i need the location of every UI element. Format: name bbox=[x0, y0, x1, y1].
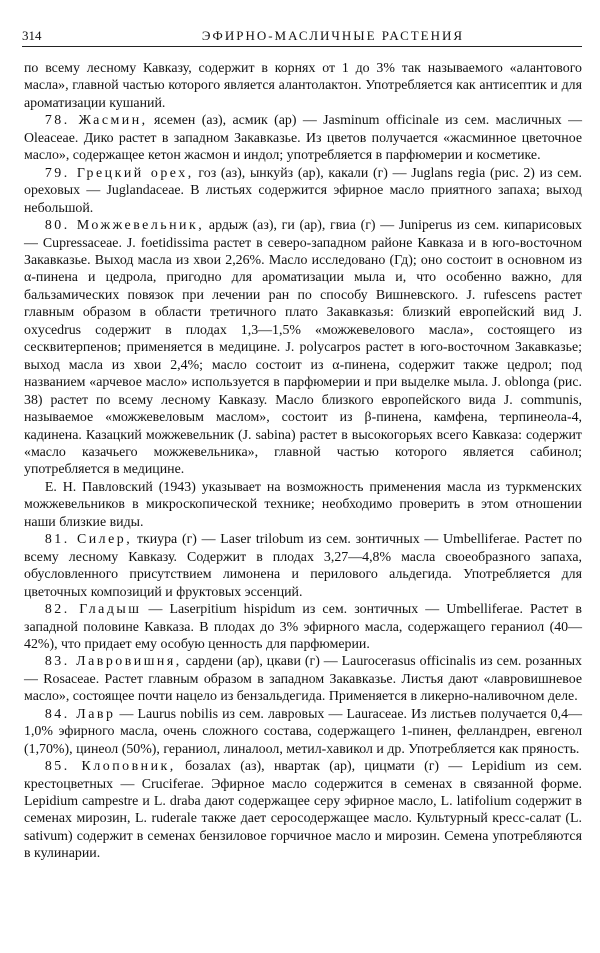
running-title: ЭФИРНО-МАСЛИЧНЫЕ РАСТЕНИЯ bbox=[201, 28, 465, 43]
paragraph: Е. Н. Павловский (1943) указывает на возможность применения масла из туркменских можжевельников в микроскопической технике; необходимо проверить в этом отношении наши близкие виды. bbox=[24, 479, 582, 530]
entry-name: 79. Грецкий орех, bbox=[44, 165, 194, 181]
entry-83: 83. Лавровишня, сардени (ар), цкави (г) — Laurocerasus officinalis из сем. розанных — Rosaceae. Растет главным образом в западном Закавказье. Листья дают «лавровишневое масло», состоящее почти нацело из бензальдегида. Применяется в ликерно-наливочном деле. bbox=[24, 654, 583, 705]
entry-name: 85. Клоповник, bbox=[44, 759, 176, 775]
entry-name: 81. Силер, bbox=[44, 532, 133, 548]
entry-name: 78. Жасмин, bbox=[44, 113, 148, 129]
body-text bbox=[24, 60, 582, 863]
entry-79: 79. Грецкий орех, гоз (аз), ынкуйз (ар), какали (г) — Juglans regia (рис. 2) из сем. ореховых — Juglandaceae. В листьях содержится эфирное масло приятного запаха; выход небольшой. bbox=[24, 165, 583, 216]
page-number: 314 bbox=[22, 28, 42, 43]
page-header bbox=[22, 28, 582, 47]
entry-78: 78. Жасмин, ясемен (аз), асмик (ар) — Jasminum officinale из сем. масличных — Oleaceae. Дико растет в западном Закавказье. Из цветов получается «жасминное цветочное масло», содержащее кетон жасмон и индол; употребляется в парфюмерии и косметике. bbox=[24, 113, 582, 164]
paragraph: по всему лесному Кавказу, содержит в корнях от 1 до 3% так называемого «алантового масла», главной частью которого является алантолактон. Употребляется как антисептик и для ароматизации кушаний. bbox=[24, 61, 582, 111]
entry-name: 82. Гладыш bbox=[44, 602, 142, 618]
entry-name: 80. Можжевельник, bbox=[44, 218, 205, 234]
entry-name: 83. Лавровишня, bbox=[44, 654, 182, 670]
entry-82: 82. Гладыш — Laserpitium hispidum из сем. зонтичных — Umbelliferae. Растет в западной половине Кавказа. В плодах до 3% эфирного масла, содержащего гераниол (40—42%), что придает ему особую ценность для парфюмерии. bbox=[24, 602, 582, 652]
entry-84: 84. Лавр — Laurus nobilis из сем. лавровых — Lauraceae. Из листьев получается 0,4—1,0% эфирного масла, очень сложного состава, содержащего 1-пинен, фелландрен, евгенол (1,70%), цинеол (50%), гераниол, линалоол, метил-хавикол и др. Употребляется как пряность. bbox=[24, 706, 582, 757]
entry-80: 80. Можжевельник, ардыж (аз), ги (ар), гвиа (г) — Juniperus из сем. кипарисовых — Cupressaceae. J. foetidissima растет в северо-западном районе Кавказа и в юго-восточном Закавказье. Выход масла из хвои 2,26%. Масло исследовано (Гд); оно состоит в основном из α-пинена и цедрола, пригодно для ароматизации мыла и, что особенно важно, для бальзамических повязок при лечении ран по способу Вишневского. J. rufescens растет главным образом в области третичного плато Закавказья: близкий европейский вид J. oxycedrus содержит в плодах 1,3—1,5% «можжевелового масла», состоящего из сесквитерпенов; применяется в медицине. J. polycarpos растет в юго-восточном Закавказье; выход масла из хвои 2,4%; масло состоит из α-пинена, содержит также цедрол; под названием «арчевое масло» используется в парфюмерии и при выделке мыла. J. oblonga (рис. 38) растет по всему лесному Кавказу. Масло близкого европейского вида J. communis, называемое «можжевеловым маслом», состоит из β-пинена, камфена, терпинеола-4, кадинена. Казацкий можжевельник (J. sabina) растет в высокогорьях всего Кавказа: содержит «масло казачьего можжевельника», главной частью которого является сабинол; употребляется в медицине. bbox=[24, 218, 582, 478]
entry-81: 81. Силер, ткиура (г) — Laser trilobum из сем. зонтичных — Umbelliferae. Растет по всему лесному Кавказу. Содержит в плодах 3,27—4,8% масла своеобразного запаха, обусловленного присутствием лимонена и перилового альдегида. Употребляется для цветочных композиций и фруктовых эссенций. bbox=[24, 532, 582, 600]
entry-85: 85. Клоповник, бозалах (аз), нвартак (ар), цицмати (г) — Lepidium из сем. крестоцветных — Cruciferae. Эфирное масло содержится в семенах в связанной форме. Lepidium campestre и L. draba дают содержащее серу эфирное масло, L. latifolium содержит в семенах мирозин, L. ruderale также дает серосодержащее масло. Культурный кресс-салат (L. sativum) содержит в семенах бензиловое горчичное масло и мирозин. Семена употребляются в кулинарии. bbox=[24, 759, 582, 862]
entry-name: 84. Лавр bbox=[44, 706, 116, 722]
